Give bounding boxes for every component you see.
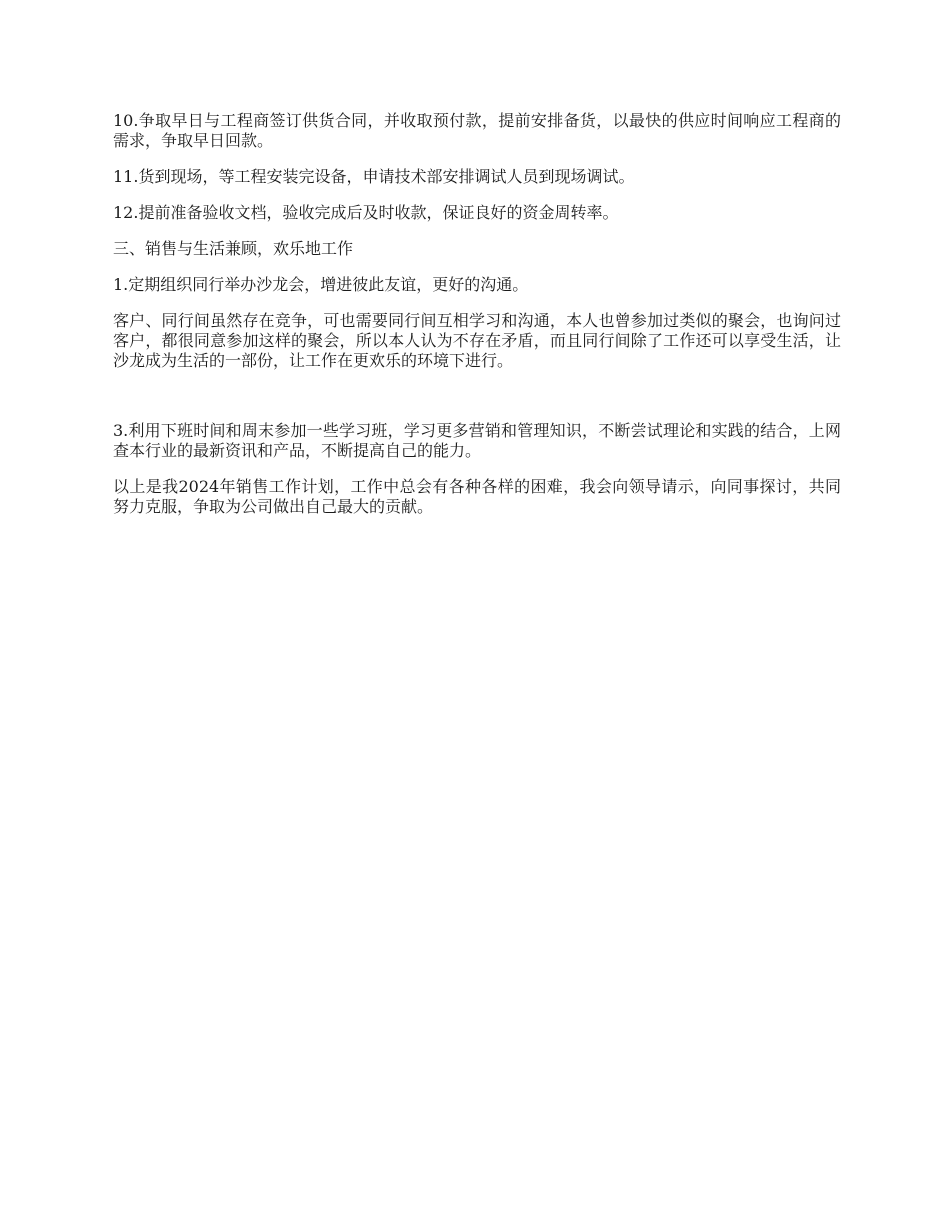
- paragraph-salon-explanation: 客户、同行间虽然存在竞争，可也需要同行间互相学习和沟通，本人也曾参加过类似的聚会，也询问过客户，都很同意参加这样的聚会，所以本人认为不存在矛盾，而且同行间除了工作还可以享受生活，让沙龙成为生活的一部份，让工作在更欢乐的环境下进行。: [113, 311, 841, 370]
- section-heading-three: 三、销售与生活兼顾，欢乐地工作: [113, 239, 354, 258]
- paragraph-item-3: 3.利用下班时间和周末参加一些学习班，学习更多营销和管理知识，不断尝试理论和实践的结合，上网查本行业的最新资讯和产品，不断提高自己的能力。: [113, 421, 841, 460]
- paragraph-item-11: 11.货到现场，等工程安装完设备，申请技术部安排调试人员到现场调试。: [113, 167, 635, 186]
- paragraph-conclusion: 以上是我2024年销售工作计划，工作中总会有各种各样的困难，我会向领导请示，向同事探讨，共同努力克服，争取为公司做出自己最大的贡献。: [113, 477, 841, 516]
- document-body: [113, 111, 841, 517]
- paragraph-item-1: 1.定期组织同行举办沙龙会，增进彼此友谊，更好的沟通。: [113, 275, 529, 294]
- paragraph-item-12: 12.提前准备验收文档，验收完成后及时收款，保证良好的资金周转率。: [113, 203, 619, 222]
- paragraph-item-10: 10.争取早日与工程商签订供货合同，并收取预付款，提前安排备货，以最快的供应时间响应工程商的需求，争取早日回款。: [113, 111, 841, 150]
